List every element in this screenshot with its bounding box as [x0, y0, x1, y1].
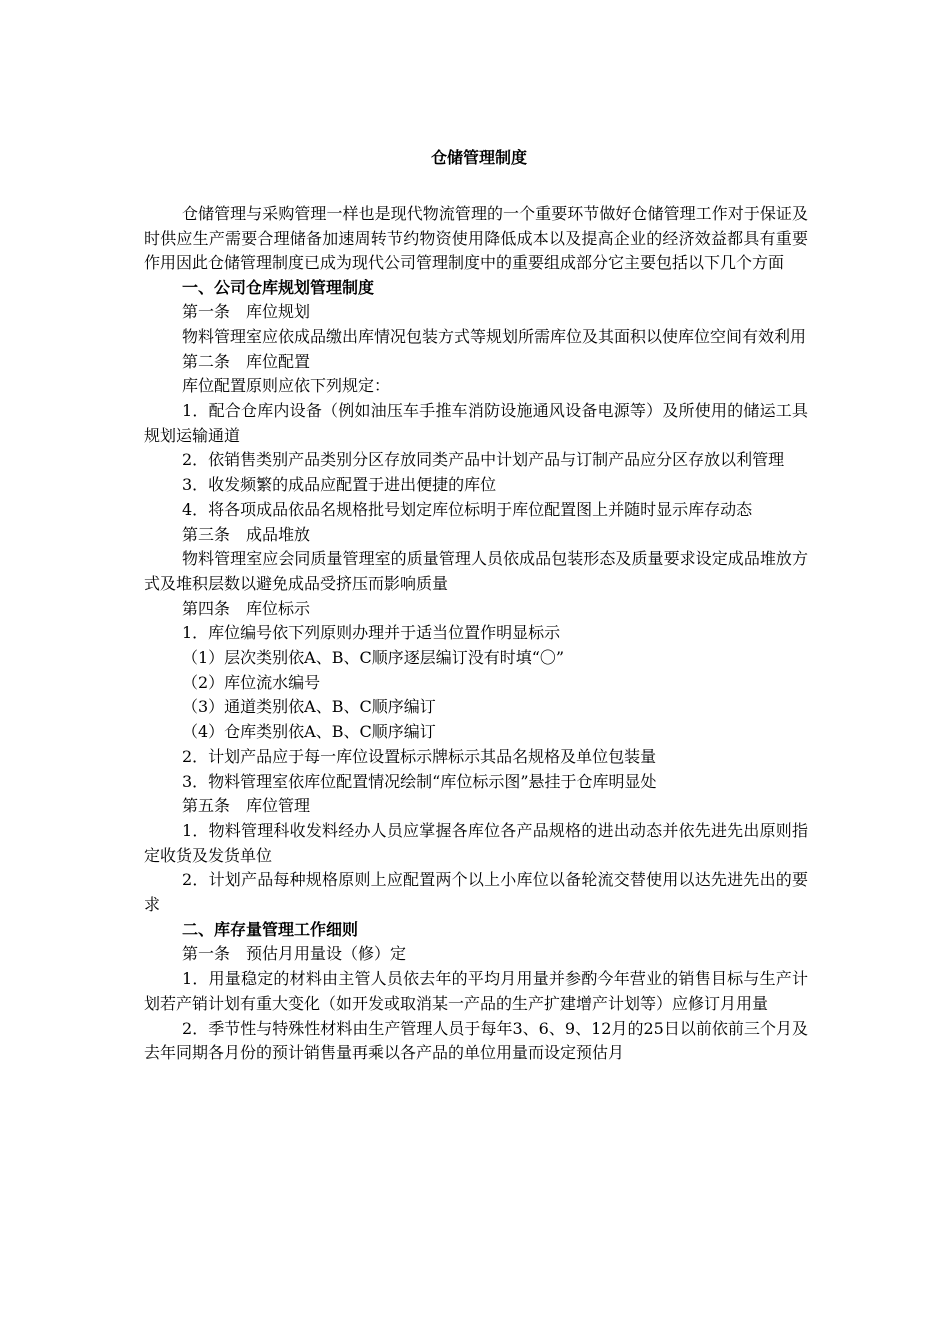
- body-paragraph: （4）仓库类别依A、B、C顺序编订: [182, 722, 436, 742]
- body-paragraph: 2．计划产品应于每一库位设置标示牌标示其品名规格及单位包装量: [182, 746, 657, 766]
- section-heading: 一、公司仓库规划管理制度: [182, 277, 375, 297]
- document-page: [144, 146, 808, 1066]
- document-body: [144, 202, 808, 1066]
- body-paragraph: 库位配置原则应依下列规定：: [182, 376, 391, 396]
- body-paragraph: 3．物料管理室依库位配置情况绘制“库位标示图”悬挂于仓库明显处: [182, 771, 657, 791]
- article-heading: 第四条 库位标示: [182, 598, 311, 618]
- body-paragraph: 2．依销售类别产品类别分区存放同类产品中计划产品与订制产品应分区存放以利管理: [182, 450, 785, 470]
- article-heading: 第一条 库位规划: [182, 302, 311, 322]
- body-paragraph: 1．用量稳定的材料由主管人员依去年的平均月用量并参酌今年营业的销售目标与生产计划若产销计划有重大变化（如开发或取消某一产品的生产扩建增产计划等）应修订月用量: [144, 969, 808, 1013]
- body-paragraph: 仓储管理与采购管理一样也是现代物流管理的一个重要环节做好仓储管理工作对于保证及时供应生产需要合理储备加速周转节约物资使用降低成本以及提高企业的经济效益都具有重要作用因此仓储管理制度已成为现代公司管理制度中的重要组成部分它主要包括以下几个方面: [144, 204, 808, 272]
- body-paragraph: 2．季节性与特殊性材料由生产管理人员于每年3、6、9、12月的25日以前依前三个月及去年同期各月份的预计销售量再乘以各产品的单位用量而设定预估月: [144, 1018, 808, 1063]
- body-paragraph: 4．将各项成品依品名规格批号划定库位标明于库位配置图上并随时显示库存动态: [182, 499, 753, 519]
- document-title: 仓储管理制度: [430, 148, 527, 167]
- body-paragraph: （1）层次类别依A、B、C顺序逐层编订没有时填“〇”: [182, 648, 565, 668]
- article-heading: 第二条 库位配置: [182, 351, 311, 371]
- body-paragraph: 物料管理室应依成品缴出库情况包装方式等规划所需库位及其面积以使库位空间有效利用: [182, 326, 807, 346]
- section-heading: 二、库存量管理工作细则: [182, 919, 359, 939]
- article-heading: 第五条 库位管理: [182, 796, 311, 816]
- article-heading: 第三条 成品堆放: [182, 524, 311, 544]
- body-paragraph: 2．计划产品每种规格原则上应配置两个以上小库位以备轮流交替使用以达先进先出的要求: [144, 870, 808, 915]
- body-paragraph: 3．收发频繁的成品应配置于进出便捷的库位: [182, 475, 497, 495]
- article-heading: 第一条 预估月用量设（修）定: [182, 944, 407, 964]
- body-paragraph: 1．配合仓库内设备（例如油压车手推车消防设施通风设备电源等）及所使用的储运工具规划运输通道: [144, 401, 808, 445]
- body-paragraph: 1．物料管理科收发料经办人员应掌握各库位各产品规格的进出动态并依先进先出原则指定收货及发货单位: [144, 820, 808, 865]
- body-paragraph: （2）库位流水编号: [182, 672, 321, 692]
- body-paragraph: 物料管理室应会同质量管理室的质量管理人员依成品包装形态及质量要求设定成品堆放方式及堆积层数以避免成品受挤压而影响质量: [144, 549, 808, 593]
- body-paragraph: 1．库位编号依下列原则办理并于适当位置作明显标示: [182, 623, 561, 643]
- body-paragraph: （3）通道类别依A、B、C顺序编订: [182, 697, 436, 717]
